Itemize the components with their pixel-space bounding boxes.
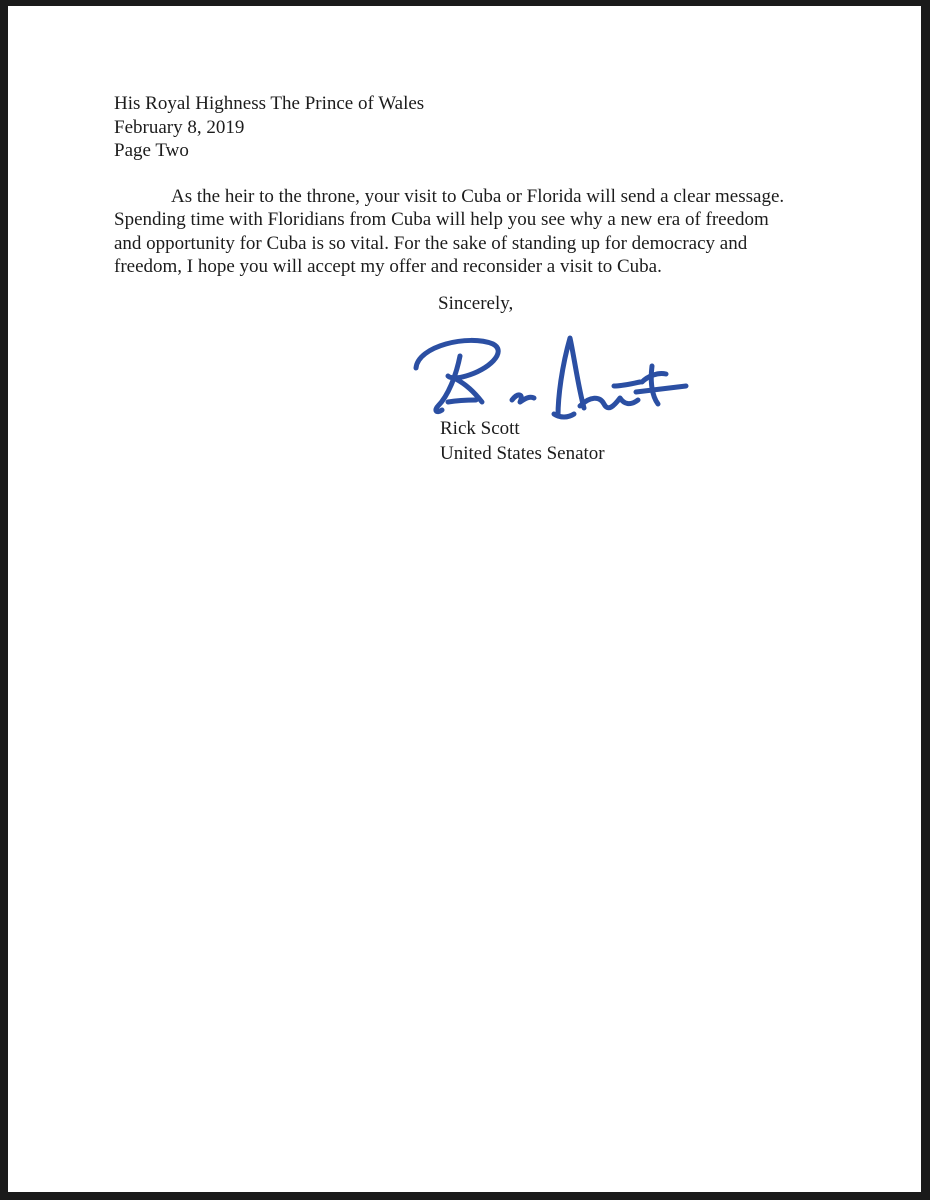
- body-line: and opportunity for Cuba is so vital. For the sake of standing up for democracy and: [114, 232, 748, 254]
- signer-title: United States Senator: [440, 443, 605, 464]
- signer-name: Rick Scott: [440, 418, 520, 439]
- handwritten-signature: [408, 326, 693, 426]
- closing-salutation: Sincerely,: [438, 293, 514, 314]
- letter-page: [8, 6, 921, 1192]
- body-line: As the heir to the throne, your visit to Cuba or Florida will send a clear message.: [171, 185, 785, 207]
- recipient-line: His Royal Highness The Prince of Wales: [114, 93, 425, 114]
- date-line: February 8, 2019: [114, 116, 245, 138]
- body-line: Spending time with Floridians from Cuba will help you see why a new era of freedom: [114, 209, 769, 230]
- page-number-line: Page Two: [114, 140, 189, 161]
- body-line: freedom, I hope you will accept my offer and reconsider a visit to Cuba.: [114, 256, 662, 277]
- signer-block: [440, 416, 605, 466]
- letter-content: [114, 92, 834, 279]
- body-paragraph: [114, 185, 814, 279]
